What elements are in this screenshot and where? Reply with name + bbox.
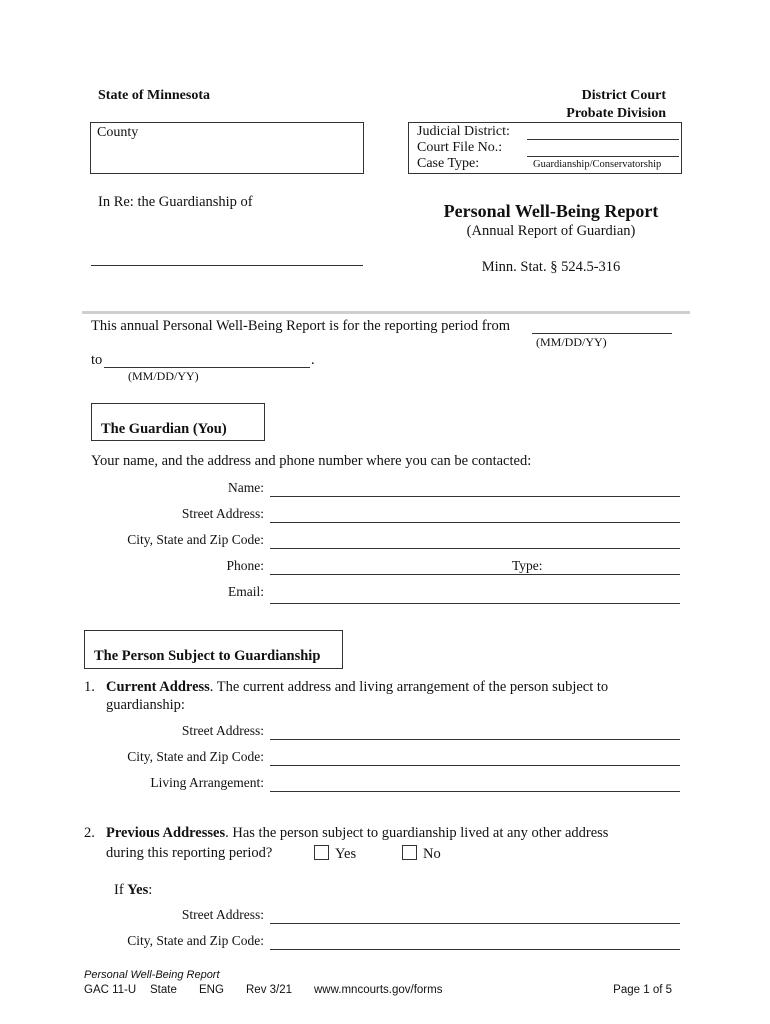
current-city-label: City, State and Zip Code: <box>127 749 264 764</box>
footer-form-title: Personal Well-Being Report <box>84 969 220 981</box>
guardian-phone-type-label: Type: <box>512 558 543 573</box>
court-file-field[interactable] <box>527 156 679 157</box>
guardian-email-field[interactable] <box>270 603 680 604</box>
guardian-intro: Your name, and the address and phone number where you can be contacted: <box>91 453 532 469</box>
q1-bold: Current Address <box>106 679 210 695</box>
living-arrangement-label: Living Arrangement: <box>150 775 264 790</box>
no-label: No <box>423 846 441 862</box>
guardian-city-field[interactable] <box>270 548 680 549</box>
no-option[interactable] <box>402 845 441 863</box>
yes-label: Yes <box>335 846 357 862</box>
footer-page-number: Page 1 of 5 <box>613 984 672 996</box>
q1-rest: . The current address and living arrangement of the person subject to <box>209 679 609 695</box>
footer-lang: ENG <box>199 984 224 996</box>
guardian-city-label: City, State and Zip Code: <box>127 532 264 547</box>
court-file-label: Court File No.: <box>417 140 503 155</box>
to-label: to <box>91 352 103 368</box>
previous-city-label: City, State and Zip Code: <box>127 933 264 948</box>
period-text: This annual Personal Well-Being Report is for the reporting period from <box>91 318 510 334</box>
subject-heading-box <box>84 630 343 669</box>
court-title: District Court <box>581 88 666 103</box>
case-type-value: Guardianship/Conservatorship <box>533 159 662 170</box>
guardian-heading: The Guardian (You) <box>101 421 227 437</box>
case-type-label: Case Type: <box>417 156 480 171</box>
q2-number: 2. <box>84 825 95 841</box>
current-street-field[interactable] <box>270 739 680 740</box>
guardian-heading-box <box>91 403 265 441</box>
court-info-box <box>408 122 682 174</box>
current-city-field[interactable] <box>270 765 680 766</box>
period-start-field[interactable] <box>532 333 672 334</box>
section-divider <box>82 311 690 314</box>
q1-text-line2: guardianship: <box>106 697 185 713</box>
q2-bold: Previous Addresses <box>106 825 226 841</box>
judicial-district-label: Judicial District: <box>417 124 510 139</box>
previous-street-field[interactable] <box>270 923 680 924</box>
if-word: If <box>114 882 124 898</box>
division-title: Probate Division <box>566 106 666 121</box>
footer-url[interactable]: www.mncourts.gov/forms <box>314 984 443 996</box>
living-arrangement-field[interactable] <box>270 791 680 792</box>
judicial-district-field[interactable] <box>527 139 679 140</box>
period-end-dot: . <box>311 352 315 368</box>
yes-option[interactable] <box>314 845 356 863</box>
if-yes-word: Yes <box>127 882 149 898</box>
page-title: Personal Well-Being Report <box>443 201 659 221</box>
county-box[interactable] <box>90 122 364 174</box>
previous-street-label: Street Address: <box>181 907 264 922</box>
subject-heading: The Person Subject to Guardianship <box>94 648 321 664</box>
footer-form-code: GAC 11-U <box>84 984 137 996</box>
q2-rest: . Has the person subject to guardianship lived at any other address <box>225 825 609 841</box>
guardian-phone-field[interactable] <box>270 574 500 575</box>
guardian-street-label: Street Address: <box>181 506 264 521</box>
previous-city-field[interactable] <box>270 949 680 950</box>
if-colon: : <box>148 882 153 898</box>
footer-state: State <box>150 984 177 996</box>
yes-checkbox[interactable] <box>314 845 329 860</box>
guardian-email-label: Email: <box>228 584 264 599</box>
q1-number: 1. <box>84 679 95 695</box>
if-yes-label <box>114 882 152 899</box>
in-re-label: In Re: the Guardianship of <box>98 194 253 210</box>
no-checkbox[interactable] <box>402 845 417 860</box>
q2-text-line2: during this reporting period? <box>106 845 273 861</box>
guardian-name-label: Name: <box>228 480 264 495</box>
guardian-phone-type-field[interactable] <box>500 574 680 575</box>
ward-name-field[interactable] <box>91 265 363 266</box>
statute-reference: Minn. Stat. § 524.5-316 <box>481 259 621 275</box>
guardian-phone-label: Phone: <box>226 558 264 573</box>
q1-text <box>106 679 608 696</box>
guardian-name-field[interactable] <box>270 496 680 497</box>
period-end-hint: (MM/DD/YY) <box>128 369 199 383</box>
current-street-label: Street Address: <box>181 723 264 738</box>
guardian-street-field[interactable] <box>270 522 680 523</box>
period-end-field[interactable] <box>104 367 310 368</box>
state-title: State of Minnesota <box>98 88 210 103</box>
footer-rev: Rev 3/21 <box>246 984 293 996</box>
q2-text <box>106 825 608 842</box>
page-subtitle: (Annual Report of Guardian) <box>466 223 636 239</box>
county-label: County <box>97 125 139 140</box>
period-start-hint: (MM/DD/YY) <box>536 335 607 349</box>
